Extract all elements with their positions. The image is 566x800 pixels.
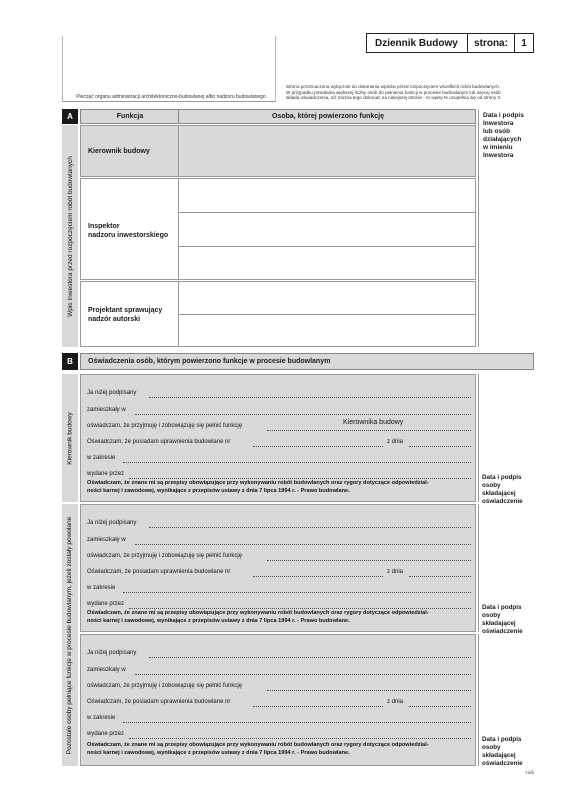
date-label-line: osoby składającej: [482, 482, 516, 497]
col-person: Osoba, której powierzono funkcję: [271, 113, 385, 120]
field-scope: w zakresie: [87, 585, 116, 591]
row-line: [178, 212, 476, 213]
stamp-caption: Pieczęć organu administracji architektoniczno-budowlanej albo nadzoru budowlanego: [76, 94, 266, 100]
statement-line-1: Oświadczam, że znane mi są przepisy obowiązujące przy wykonywaniu robót budowlanych oraz rygory dotyczące odpowiedzial-: [87, 480, 429, 486]
declaration-block-2: [80, 504, 476, 632]
note-line: Strona przeznaczona wyłącznie do dokonania wpisów przed rozpoczęciem wszelkich robót budowlanych.: [286, 84, 501, 89]
row-inspektor: [80, 178, 476, 280]
statement-line-2: ności karnej i zawodowej, wynikające z przepisów ustawy z dnia 7 lipca 1994 r. - Prawo budowlane.: [87, 618, 350, 624]
function-value: Kierownika budowy: [343, 419, 404, 426]
field-license: Oświadczam, że posiadam uprawnienia budowlane nr: [87, 699, 231, 705]
field-license-line: [253, 576, 383, 577]
statement: [87, 609, 429, 625]
role-projektant-line1: Projektant sprawujący: [88, 307, 163, 314]
statement-line-2: ności karnej i zawodowej, wynikające z przepisów ustawy z dnia 7 lipca 1994 r. - Prawo budowlane.: [87, 488, 350, 494]
section-b-marker: B: [62, 353, 78, 370]
field-license: Oświadczam, że posiadam uprawnienia budowlane nr: [87, 569, 231, 575]
declaration-block-3: [80, 634, 476, 766]
field-scope: w zakresie: [87, 455, 116, 461]
signature-label-1: [482, 474, 534, 506]
note-line: W przypadku powołania większej liczby osób do pełnienia funkcji w procesie budowlanym lub więcej osób: [286, 89, 501, 95]
date-label-line: Data i podpis: [483, 112, 524, 119]
field-signed: Ja niżej podpisany: [87, 520, 137, 526]
date-label-line: oświadczenie: [482, 760, 523, 767]
date-label-line: Data i podpis: [482, 736, 522, 743]
field-issued-line: [129, 738, 471, 739]
field-signed-line: [149, 527, 471, 528]
field-declare: oświadczam, że przyjmuję i zobowiązuję się pełnić funkcję: [87, 683, 243, 689]
statement: [87, 479, 429, 495]
field-date: z dnia: [387, 699, 404, 705]
field-scope-line: [123, 462, 471, 463]
field-declare: oświadczam, że przyjmuję i zobowiązuję się pełnić funkcję: [87, 423, 243, 429]
field-declare-line: [267, 430, 471, 431]
signature-column-3: [478, 634, 534, 766]
role-projektant: [88, 306, 162, 324]
date-label-line: osoby składającej: [482, 744, 516, 759]
field-license-line: [253, 706, 383, 707]
section-a-side-label: Wpis Inwestora przed rozpoczęciem robót budowlanych: [66, 155, 74, 317]
field-license: Oświadczam, że posiadam uprawnienia budowlane nr: [87, 439, 231, 445]
field-license-line: [253, 446, 383, 447]
footer-code: t-ii/b: [525, 770, 534, 775]
statement-line-2: ności karnej i zawodowej, wynikające z przepisów ustawy z dnia 7 lipca 1994 r. - Prawo budowlane.: [87, 750, 350, 756]
signature-label-3: [482, 736, 534, 768]
field-signed-line: [149, 657, 471, 658]
col-divider: [178, 178, 179, 280]
date-label-line: oświadczenie: [482, 498, 523, 505]
date-label-line: działających: [483, 136, 522, 143]
field-signed: Ja niżej podpisany: [87, 390, 137, 396]
field-signed-line: [149, 397, 471, 398]
field-resident: zamieszkały w: [87, 667, 126, 673]
col-divider: [178, 109, 179, 124]
declaration-block-1: [80, 374, 476, 502]
date-label-line: Data i podpis: [482, 474, 522, 481]
date-label-line: Inwestora: [483, 152, 514, 159]
field-issued: wydane przez: [87, 731, 125, 737]
field-declare-line: [267, 560, 471, 561]
stamp-box: [62, 36, 276, 102]
date-label-line: Data i podpis: [482, 604, 522, 611]
section-b-header: [80, 353, 534, 370]
statement: [87, 741, 429, 757]
col-function: Funkcja: [116, 113, 144, 120]
signature-column-1: [478, 374, 534, 505]
section-b-side-2: [62, 504, 78, 766]
statement-line-1: Oświadczam, że znane mi są przepisy obowiązujące przy wykonywaniu robót budowlanych oraz rygory dotyczące odpowiedzial-: [87, 742, 429, 748]
field-date-line: [409, 576, 471, 577]
row-line: [178, 246, 476, 247]
role-projektant-line2: nadzór autorski: [88, 316, 141, 323]
page-title: Dziennik Budowy: [375, 37, 458, 49]
field-date: z dnia: [387, 439, 404, 445]
row-line: [178, 314, 476, 315]
role-inspektor: [88, 222, 168, 240]
field-scope-line: [123, 592, 471, 593]
date-label-line: lub osób: [483, 128, 511, 135]
field-signed: Ja niżej podpisany: [87, 650, 137, 656]
section-a-marker: A: [62, 109, 78, 124]
date-label-line: osoby składającej: [482, 612, 516, 627]
field-scope-line: [123, 722, 471, 723]
col-divider: [178, 125, 179, 177]
page-number: 1: [514, 34, 533, 52]
note-line: składa oświadczenia, niż można tego dokonać na niniejszej stronie - to wpisy te uzupełnia się od strony 3.: [286, 95, 502, 101]
field-declare: oświadczam, że przyjmuję i zobowiązuję się pełnić funkcję: [87, 553, 243, 559]
field-date: z dnia: [387, 569, 404, 575]
field-resident: zamieszkały w: [87, 537, 126, 543]
field-date-line: [409, 706, 471, 707]
date-label-line: w imieniu: [483, 144, 513, 151]
section-a-header: [80, 109, 476, 124]
signature-label-2: [482, 604, 534, 636]
header-note: [286, 84, 548, 101]
section-b-side-label-1: Kierownik budowy: [66, 411, 74, 465]
field-resident-line: [135, 414, 471, 415]
role-inspektor-line1: Inspektor: [88, 223, 120, 230]
field-scope: w zakresie: [87, 715, 116, 721]
date-label-line: oświadczenie: [482, 628, 523, 635]
section-b-title: Oświadczenia osób, którym powierzono funkcje w procesie budowlanym: [88, 358, 331, 365]
field-issued: wydane przez: [87, 601, 125, 607]
section-b-side-label-2: Pozostałe osoby pełniące funkcje w procesie budowlanym, jeżeli zostały powołane: [66, 516, 74, 754]
statement-line-1: Oświadczam, że znane mi są przepisy obowiązujące przy wykonywaniu robót budowlanych oraz rygory dotyczące odpowiedzial-: [87, 610, 429, 616]
section-a-date-label: [479, 109, 534, 160]
section-b-side-1: [62, 374, 78, 502]
role-kierownik-budowy: Kierownik budowy: [88, 148, 150, 155]
field-resident-line: [135, 544, 471, 545]
signature-column-2: [478, 504, 534, 635]
row-kierownik-budowy: [80, 125, 476, 177]
role-inspektor-line2: nadzoru inwestorskiego: [88, 232, 169, 239]
field-resident: zamieszkały w: [87, 407, 126, 413]
field-issued: wydane przez: [87, 471, 125, 477]
field-resident-line: [135, 674, 471, 675]
date-label-line: Inwestora: [483, 120, 514, 127]
page-label: strona:: [467, 34, 514, 52]
section-a-date-column: [478, 109, 534, 347]
section-a-side: [62, 125, 78, 347]
field-date-line: [409, 446, 471, 447]
field-declare-line: [267, 690, 471, 691]
title-box: [366, 33, 534, 53]
